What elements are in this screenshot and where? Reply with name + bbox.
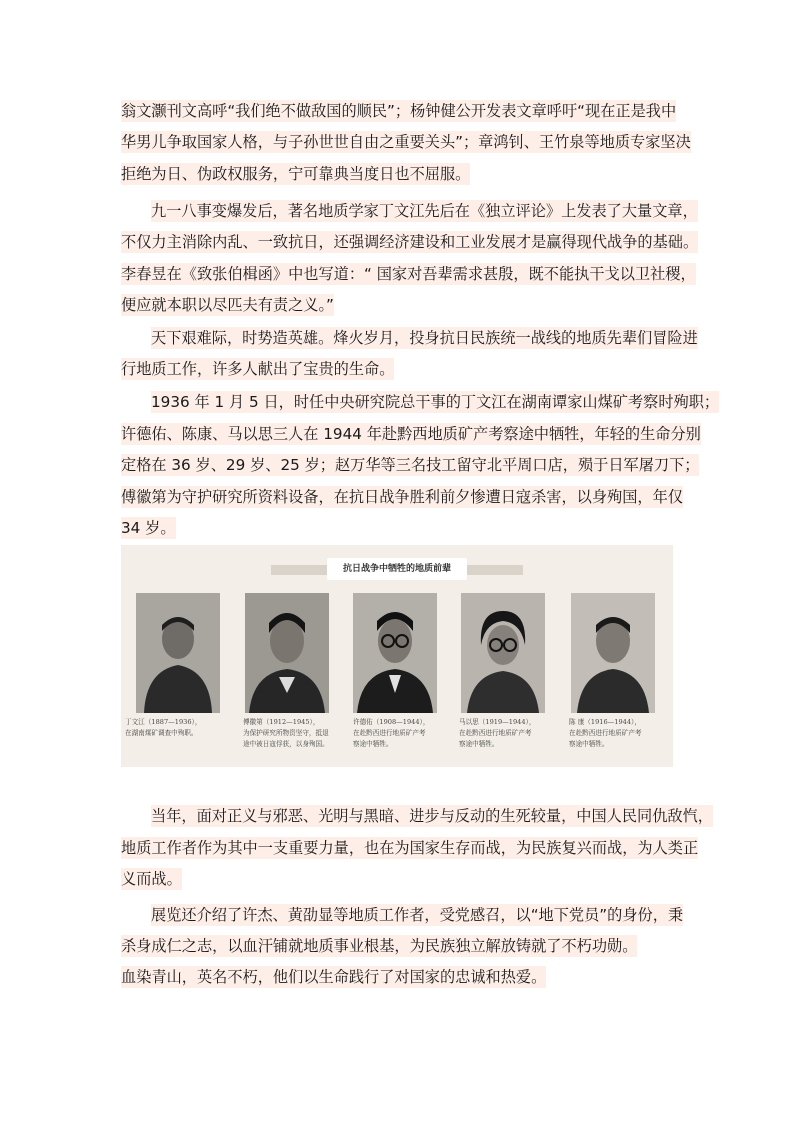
text-line: 傅徽第为守护研究所资料设备，在抗日战争胜利前夕惨遭日寇杀害，以身殉国，年仅 [121, 488, 683, 506]
text-line: 天下艰难际，时势造英雄。烽火岁月，投身抗日民族统一战线的地质先辈们冒险进 [151, 329, 698, 347]
memorial-figure [121, 545, 673, 767]
text-line: 翁文灏刊文高呼“我们绝不做敌国的顺民”；杨钟健公开发表文章呼吁“现在正是我中 [121, 102, 677, 120]
text-line: 定格在 36 岁、29 岁、25 岁；赵万华等三名技工留守北平周口店，殒于日军屠刀下； [121, 456, 700, 474]
title-decoration [467, 565, 523, 575]
title-decoration [271, 565, 327, 575]
text-line: 行地质工作，许多人献出了宝贵的生命。 [121, 360, 395, 378]
portrait-caption: 傅徽第（1912—1945）， 为保护研究所物资坚守，抵退 途中被日寇俘获，以身殉国。 [243, 718, 329, 748]
text-line: 1936 年 1 月 5 日，时任中央研究院总干事的丁文江在湖南谭家山煤矿考察时殉职； [151, 393, 720, 411]
portrait-photo [571, 593, 655, 713]
text-line: 杀身成仁之志，以血汗铺就地质事业根基，为民族独立解放铸就了不朽功勋。 [121, 937, 638, 955]
portrait-caption: 许德佑（1908—1944）， 在赴黔西进行地质矿产考 察途中牺牲。 [353, 718, 430, 748]
text-line: 李春昱在《致张伯楫函》中也写道：“ 国家对吾辈需求甚殷，既不能执干戈以卫社稷， [121, 265, 696, 283]
text-line: 华男儿争取国家人格，与子孙世世自由之重要关头”；章鸿钊、王竹泉等地质专家坚决 [121, 133, 691, 151]
portrait-photo [461, 593, 545, 713]
text-line: 便应就本职以尽匹夫有责之义。” [121, 296, 334, 314]
text-line: 地质工作者作为其中一支重要力量，也在为国家生存而战，为民族复兴而战，为人类正 [121, 839, 699, 857]
text-line: 许德佑、陈康、马以思三人在 1944 年赴黔西地质矿产考察途中牺牲，年轻的生命分别 [121, 425, 701, 443]
text-line: 展览还介绍了许杰、黄劭显等地质工作者，受党感召，以“地下党员”的身份，秉 [151, 906, 684, 924]
figure-title: 抗日战争中牺牲的地质前辈 [327, 558, 467, 580]
portrait-photo [136, 593, 220, 713]
text-line: 九一八事变爆发后，著名地质学家丁文江先后在《独立评论》上发表了大量文章， [151, 202, 698, 220]
portrait-caption: 马以思（1919—1944）， 在赴黔西进行地质矿产考 察途中牺牲。 [459, 718, 536, 748]
text-line: 拒绝为日、伪政权服务，宁可靠典当度日也不屈服。 [121, 165, 471, 183]
text-line: 不仅力主消除内乱、一致抗日，还强调经济建设和工业发展才是赢得现代战争的基础。 [121, 233, 699, 251]
text-line: 34 岁。 [121, 519, 176, 537]
portrait-caption: 丁文江（1887—1936）， 在湖南煤矿调查中殉职。 [125, 718, 202, 737]
text-line: 血染青山，英名不朽，他们以生命践行了对国家的忠诚和热爱。 [121, 968, 547, 986]
text-line: 义而战。 [121, 870, 182, 888]
portrait-photo [245, 593, 329, 713]
portrait-photo [353, 593, 437, 713]
text-line: 当年，面对正义与邪恶、光明与黑暗、进步与反动的生死较量，中国人民同仇敌忾， [151, 807, 713, 825]
portrait-caption: 陈 康（1916—1944）， 在赴黔西进行地质矿产考 察途中牺牲。 [569, 718, 642, 748]
